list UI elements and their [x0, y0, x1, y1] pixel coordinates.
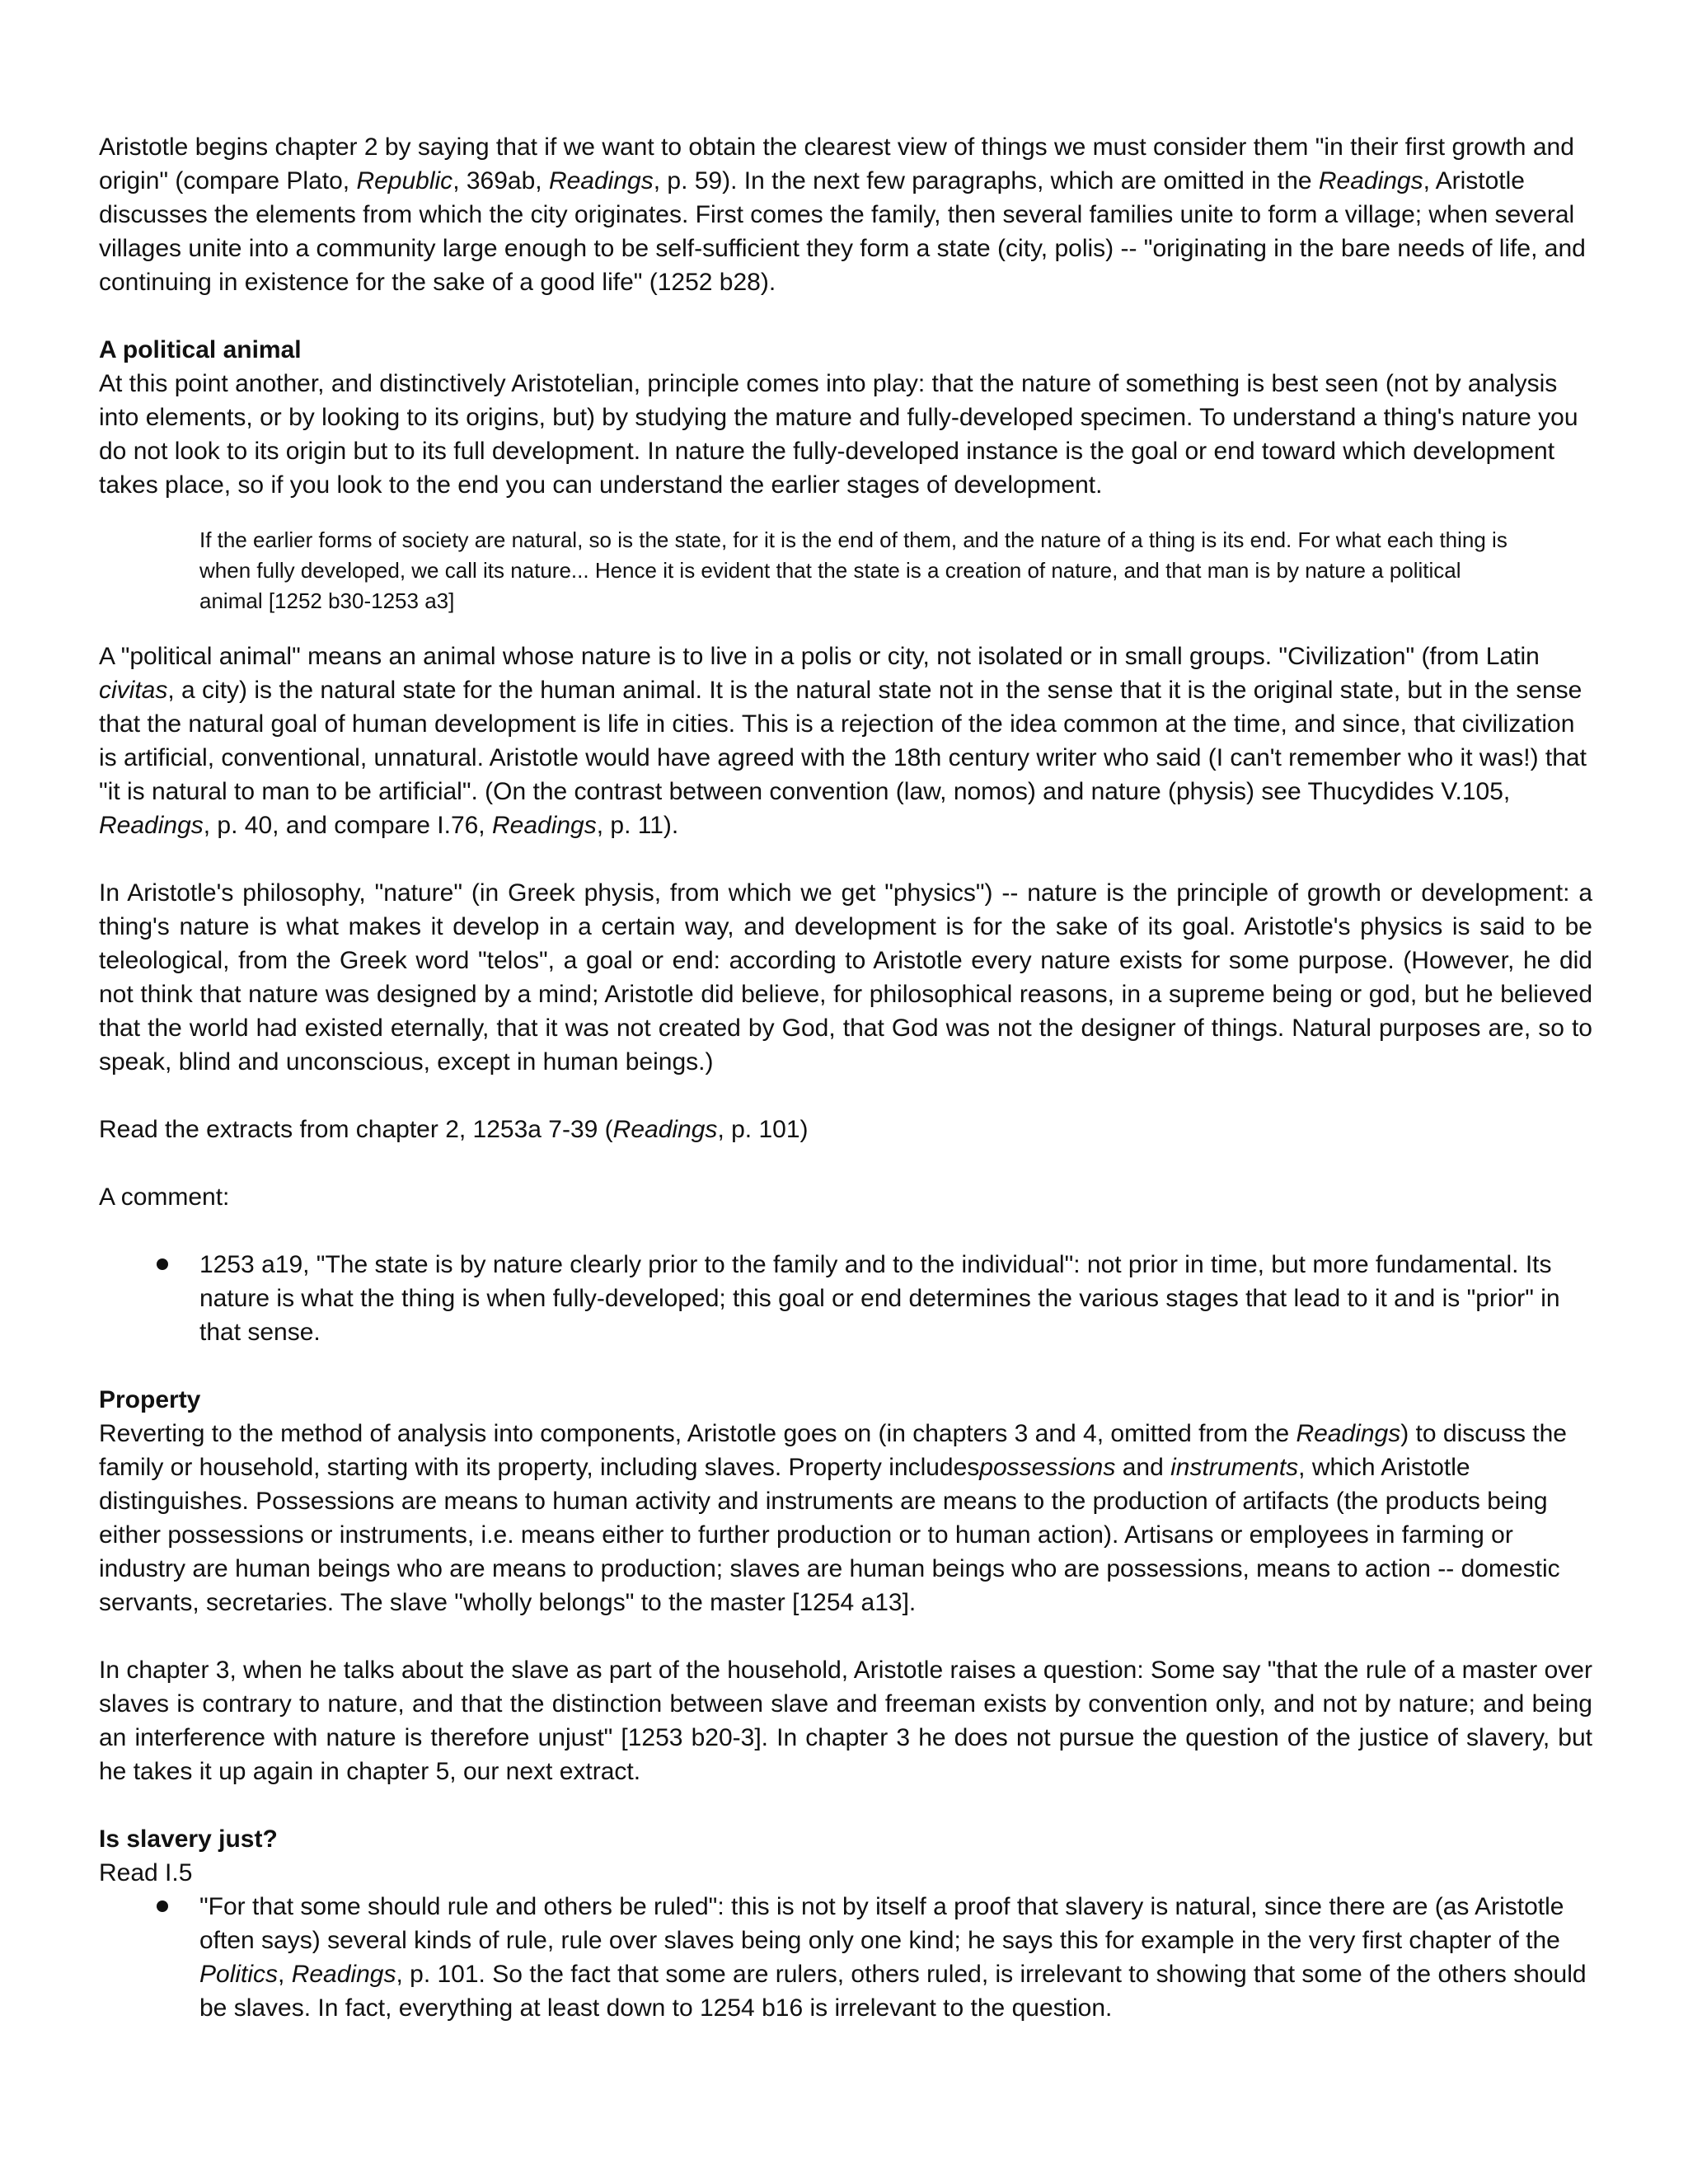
- comment-list: [99, 1248, 1592, 1349]
- nature-paragraph: In Aristotle's philosophy, "nature" (in Greek physis, from which we get "physics") -- nature is the principle of growth or development: a thing's nature is what makes it develop in a certain way, and development is for the sake of its goal. Aristotle's physics is said to be teleological, from the Greek word "telos", a goal or end: according to Aristotle every nature exists for some purpose. (However, he did not think that nature was designed by a mind; Aristotle did believe, for philosophical reasons, in a supreme being or god, but he believed that the world had existed eternally, that it was not created by God, that God was not the designer of things. Natural purposes are, so to speak, blind and unconscious, except in human beings.): [99, 879, 1592, 1076]
- intro-paragraph: Aristotle begins chapter 2 by saying that if we want to obtain the clearest view of things we must consider them "in their first growth and origin" (compare Plato, Republic, 369ab, Readings, p. 59). In the next few paragraphs, which are omitted in the Readings, Aristotle discusses the elements from which the city originates. First comes the family, then several families unite to form a village; when several villages unite into a community large enough to be self-sufficient they form a state (city, polis) -- "originating in the bare needs of life, and continuing in existence for the sake of a good life" (1252 b28).: [99, 134, 1586, 296]
- quote-text: If the earlier forms of society are natural, so is the state, for it is the end of them, and the nature of a thing is its end. For what each thing is when fully developed, we call its nature... Hence it is evident that the state is a creation of nature, and that man is by nature a political animal [1252 b30-1253 a3]: [199, 527, 1507, 613]
- chapter3-paragraph: In chapter 3, when he talks about the slave as part of the household, Aristotle raises a question: Some say "that the rule of a master over slaves is contrary to nature, and that the distinction between slave and freeman exists by convention only, and not by nature; and being an interference with nature is therefore unjust" [1253 b20-3]. In chapter 3 he does not pursue the question of the justice of slavery, but he takes it up again in chapter 5, our next extract.: [99, 1657, 1592, 1785]
- political-animal-paragraph: At this point another, and distinctively Aristotelian, principle comes into play: that the nature of something is best seen (not by analysis into elements, or by looking to its origins, but) by studying the mature and fully-developed specimen. To understand a thing's nature you do not look to its origin but to its full development. In nature the fully-developed instance is the goal or end toward which development takes place, so if you look to the end you can understand the earlier stages of development.: [99, 370, 1578, 499]
- read-extract-line: Read the extracts from chapter 2, 1253a 7-39 (Readings, p. 101): [99, 1116, 809, 1143]
- political-animal-heading: A political animal: [99, 336, 302, 363]
- comment-label: A comment:: [99, 1183, 230, 1211]
- property-paragraph: Reverting to the method of analysis into components, Aristotle goes on (in chapters 3 and 4, omitted from the Readings) to discuss the family or household, starting with its property, including slaves. Property includespossessions and instruments, which Aristotle distinguishes. Possessions are means to human activity and instruments are means to the production of artifacts (the products being either possessions or instruments, i.e. means either to further production or to human action). Artisans or employees in farming or industry are human beings who are means to production; slaves are human beings who are possessions, means to action -- domestic servants, secretaries. The slave "wholly belongs" to the master [1254 a13].: [99, 1420, 1567, 1616]
- block-quote: [199, 525, 1510, 616]
- list-item: "For that some should rule and others be ruled": this is not by itself a proof that slavery is natural, since there are (as Aristotle often says) several kinds of rule, rule over slaves being only one kind; he says this for example in the very first chapter of the Politics, Readings, p. 101. So the fact that some are rulers, others ruled, is irrelevant to showing that some of the others should be slaves. In fact, everything at least down to 1254 b16 is irrelevant to the question.: [99, 1890, 1592, 2025]
- read-i5-line: Read I.5: [99, 1859, 193, 1886]
- slavery-list: [99, 1890, 1592, 2025]
- slavery-heading: Is slavery just?: [99, 1825, 278, 1853]
- document-page: [99, 130, 1592, 2025]
- property-heading: Property: [99, 1386, 201, 1413]
- bullet-icon: [157, 1900, 168, 1912]
- list-item: 1253 a19, "The state is by nature clearly prior to the family and to the individual": not prior in time, but more fundamental. Its nature is what the thing is when fully-developed; this goal or end determines the various stages that lead to it and is "prior" in that sense.: [99, 1248, 1592, 1349]
- bullet-icon: [157, 1258, 168, 1270]
- political-animal-meaning-paragraph: A "political animal" means an animal whose nature is to live in a polis or city, not isolated or in small groups. "Civilization" (from Latin civitas, a city) is the natural state for the human animal. It is the natural state not in the sense that it is the original state, but in the sense that the natural goal of human development is life in cities. This is a rejection of the idea common at the time, and since, that civilization is artificial, conventional, unnatural. Aristotle would have agreed with the 18th century writer who said (I can't remember who it was!) that "it is natural to man to be artificial". (On the contrast between convention (law, nomos) and nature (physis) see Thucydides V.105, Readings, p. 40, and compare I.76, Readings, p. 11).: [99, 643, 1587, 839]
